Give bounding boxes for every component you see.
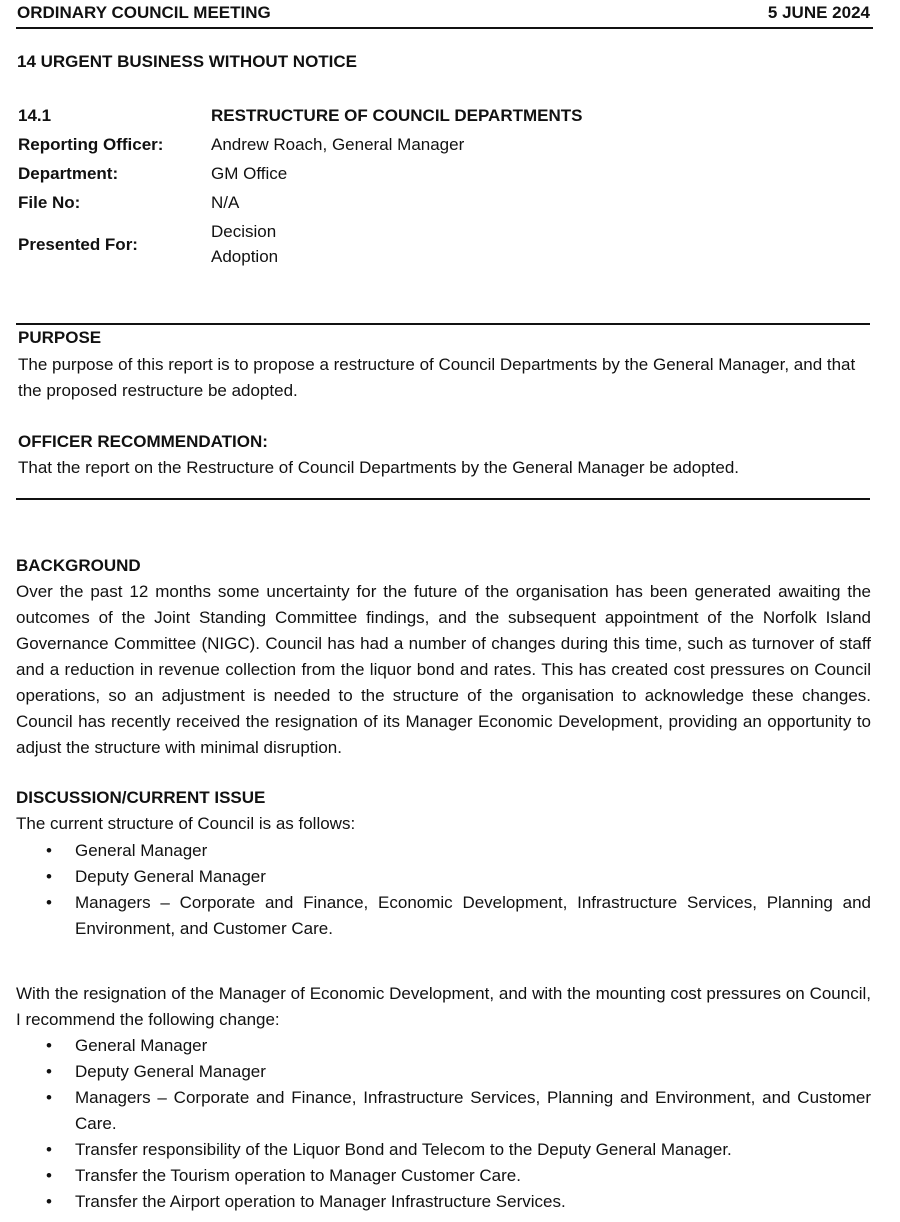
bullet-icon: •: [46, 1192, 52, 1211]
current-structure-list: [16, 838, 871, 942]
recommendation-text: That the report on the Restructure of Council Departments by the General Manager be adopted.: [18, 458, 740, 477]
list-item: • Deputy General Manager: [16, 864, 871, 890]
list-item: • Managers – Corporate and Finance, Infrastructure Services, Planning and Environment, and Customer Care.: [16, 1085, 871, 1137]
background-heading: BACKGROUND: [16, 556, 141, 575]
section-title: 14 URGENT BUSINESS WITHOUT NOTICE: [17, 52, 358, 71]
item-title: RESTRUCTURE OF COUNCIL DEPARTMENTS: [211, 106, 583, 125]
presented-for-row: [18, 219, 718, 273]
item-number-row: [18, 103, 718, 132]
list-item: • Transfer responsibility of the Liquor Bond and Telecom to the Deputy General Manager.: [16, 1137, 871, 1163]
bullet-icon: •: [46, 1166, 52, 1185]
list-item: • General Manager: [16, 1033, 871, 1059]
presented-for-decision: Decision: [211, 222, 277, 241]
bullet-icon: •: [46, 841, 52, 860]
department-value: GM Office: [211, 164, 288, 183]
page-header: [17, 2, 872, 26]
bullet-icon: •: [46, 867, 52, 886]
list-item: • Deputy General Manager: [16, 1059, 871, 1085]
summary-top-rule: [16, 323, 870, 325]
bullet-icon: •: [46, 1088, 52, 1107]
file-no-value: N/A: [211, 193, 240, 212]
presented-for-values: [211, 219, 278, 269]
list-item: • Managers – Corporate and Finance, Economic Development, Infrastructure Services, Planning and Environment, and Customer Care.: [16, 890, 871, 942]
reporting-officer-label: Reporting Officer:: [18, 135, 164, 154]
purpose-text: The purpose of this report is to propose a restructure of Council Departments by the General Manager, and that the proposed restructure be adopted.: [18, 355, 856, 400]
discussion-intro: The current structure of Council is as follows:: [16, 814, 356, 833]
department-label: Department:: [18, 164, 119, 183]
meeting-date: 5 JUNE 2024: [767, 3, 870, 22]
change-intro: With the resignation of the Manager of Economic Development, and with the mounting cost pressures on Council, I recommend the following change:: [16, 984, 871, 1029]
recommendation-heading: OFFICER RECOMMENDATION:: [18, 432, 268, 451]
meeting-title: ORDINARY COUNCIL MEETING: [17, 3, 271, 22]
item-number: 14.1: [18, 106, 52, 125]
bullet-icon: •: [46, 893, 52, 912]
purpose-heading: PURPOSE: [18, 328, 102, 347]
discussion-heading: DISCUSSION/CURRENT ISSUE: [16, 788, 266, 807]
presented-for-label: Presented For:: [18, 235, 138, 254]
header-divider: [16, 27, 873, 29]
bullet-icon: •: [46, 1140, 52, 1159]
summary-bottom-rule: [16, 498, 870, 500]
bullet-icon: •: [46, 1062, 52, 1081]
reporting-officer-row: [18, 132, 718, 161]
list-item: • General Manager: [16, 838, 871, 864]
background-text: Over the past 12 months some uncertainty for the future of the organisation has been generated awaiting the outcomes of the Joint Standing Committee findings, and the subsequent appointment of the Norfolk Island Governance Committee (NIGC). Council has had a number of changes during this time, such as turnover of staff and a reduction in revenue collection from the liquor bond and rates. This has created cost pressures on Council operations, so an adjustment is needed to the structure of the organisation to acknowledge these changes. Council has recently received the resignation of its Manager Economic Development, providing an opportunity to adjust the structure with minimal disruption.: [16, 582, 871, 757]
proposed-structure-list: [16, 1033, 871, 1215]
item-info-table: [18, 103, 718, 273]
file-no-label: File No:: [18, 193, 81, 212]
department-row: [18, 161, 718, 190]
reporting-officer-value: Andrew Roach, General Manager: [211, 135, 465, 154]
presented-for-adoption: Adoption: [211, 247, 279, 266]
list-item: • Transfer the Airport operation to Manager Infrastructure Services.: [16, 1189, 871, 1215]
bullet-icon: •: [46, 1036, 52, 1055]
list-item: • Transfer the Tourism operation to Manager Customer Care.: [16, 1163, 871, 1189]
file-no-row: [18, 190, 718, 219]
